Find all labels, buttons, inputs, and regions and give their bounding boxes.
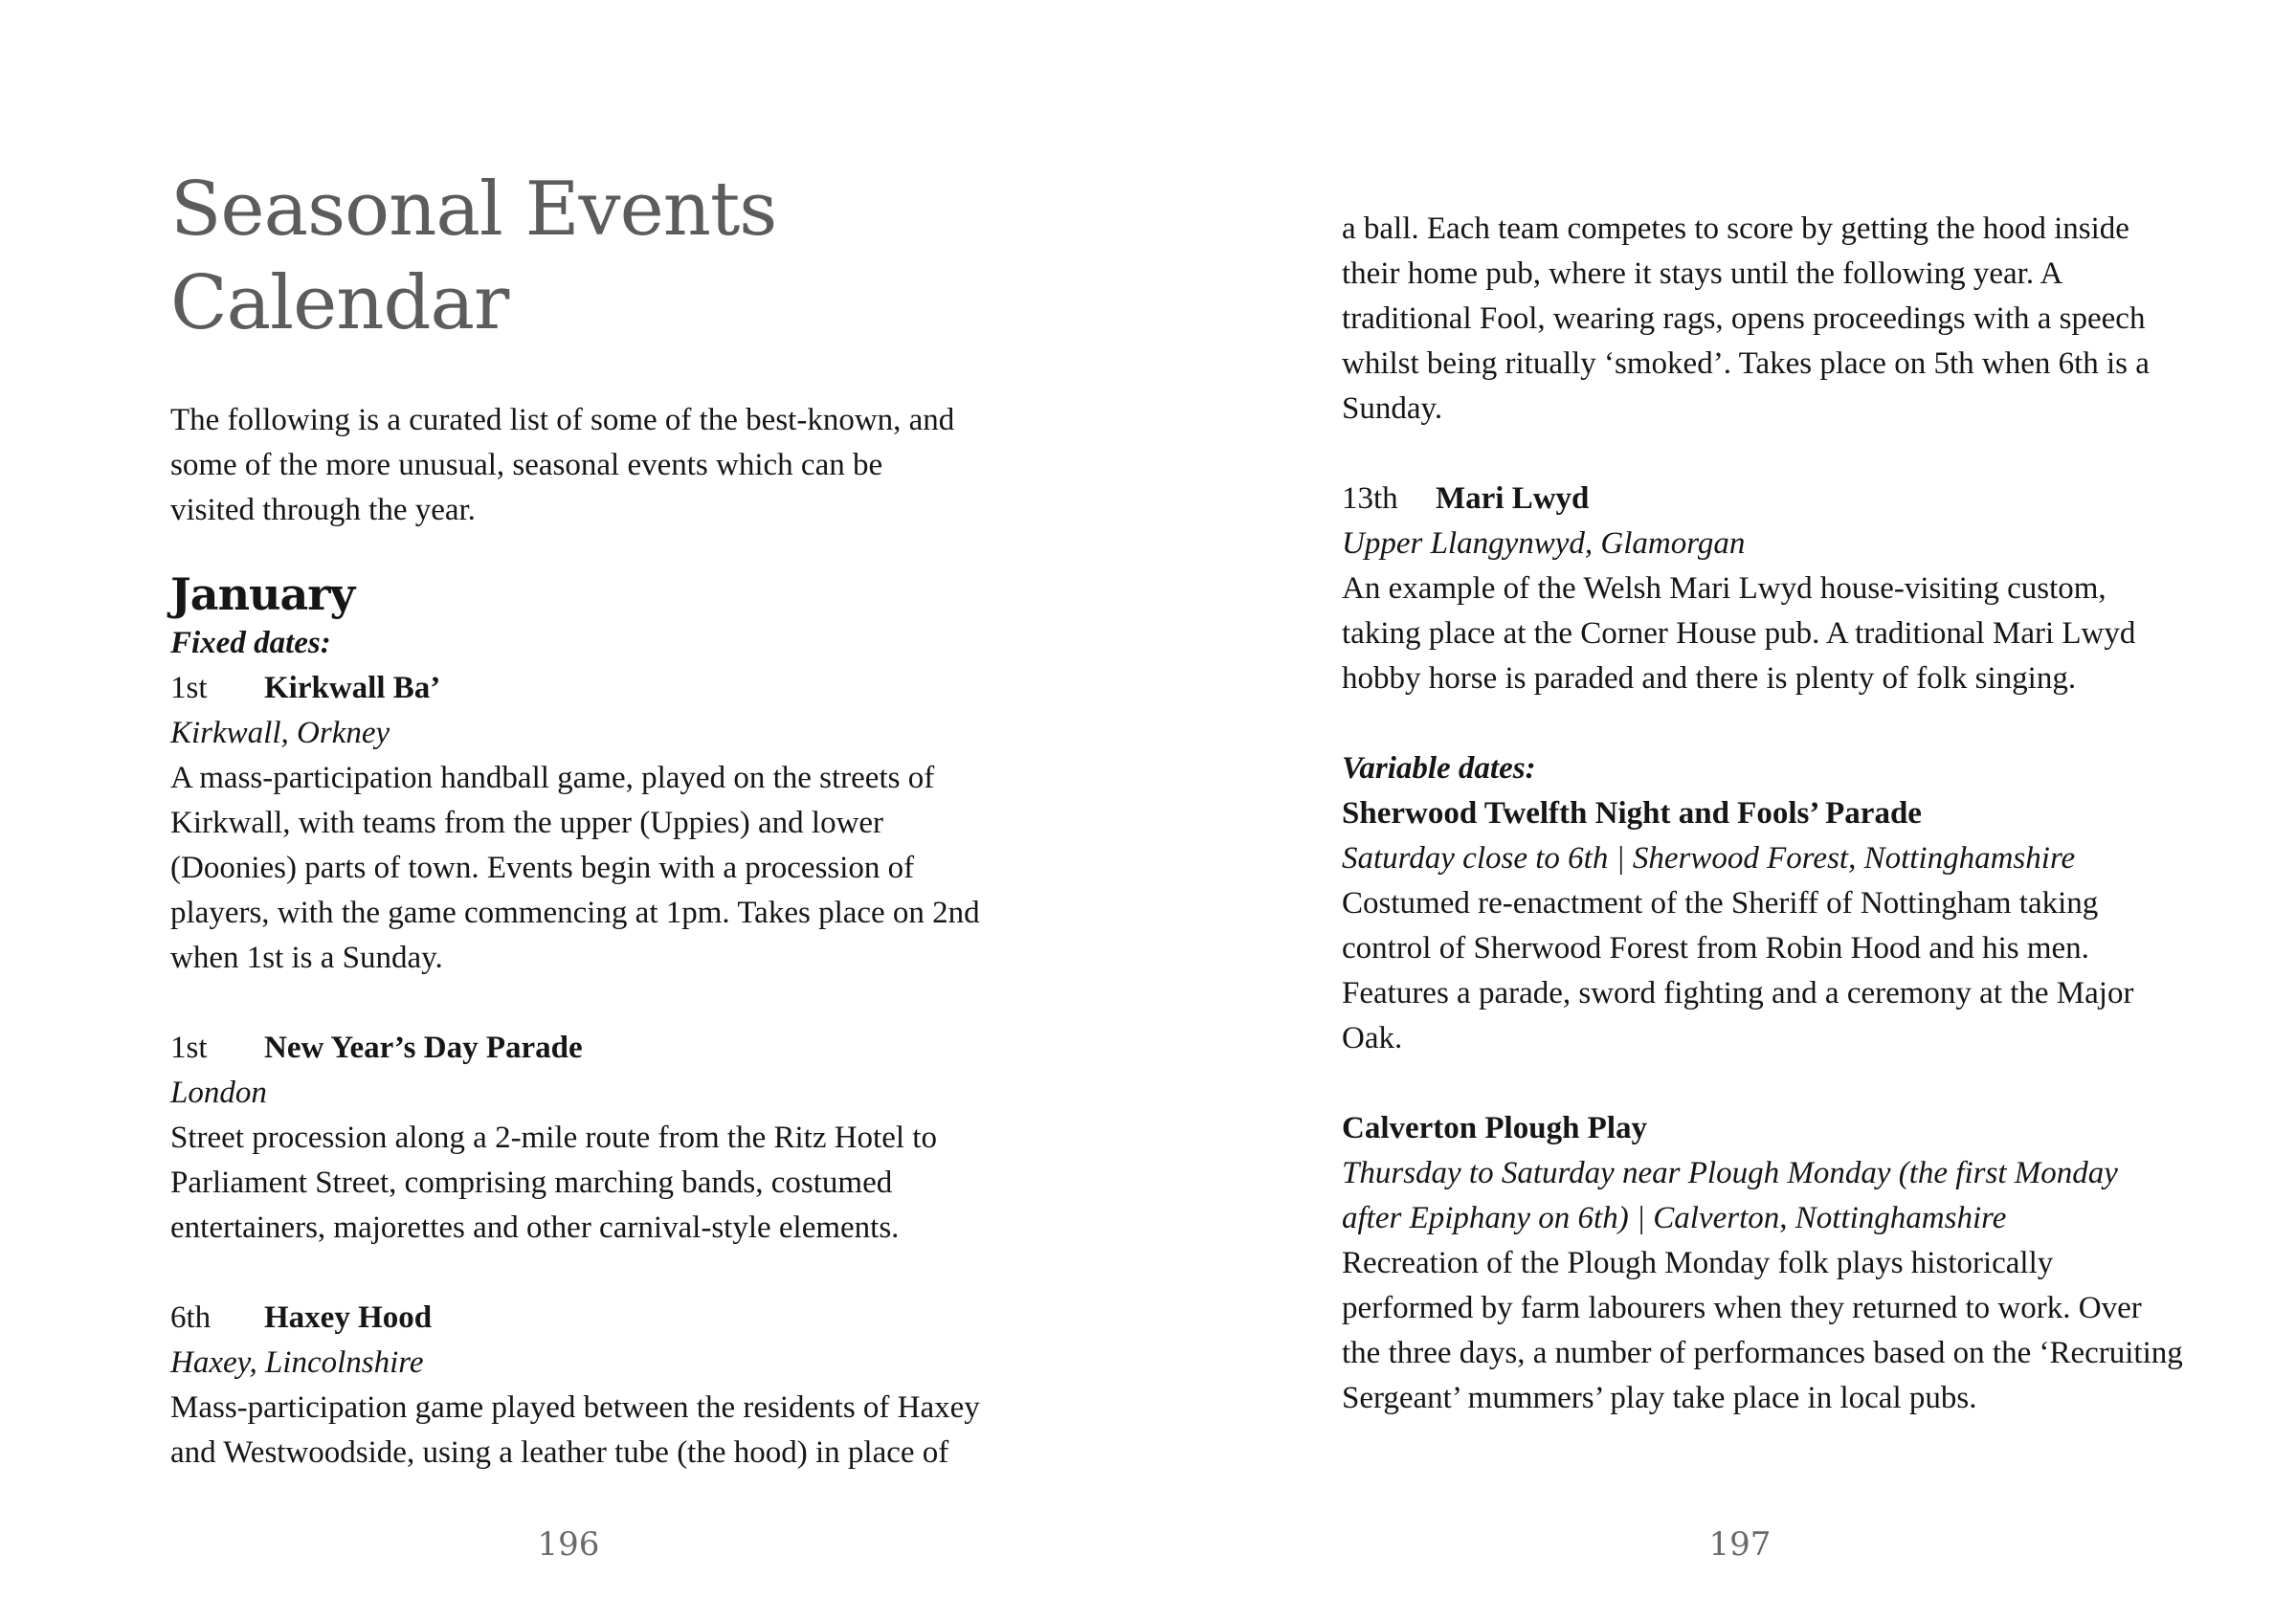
event-location: Haxey, Lincolnshire (170, 1345, 424, 1380)
fixed-dates-label: Fixed dates: (170, 626, 331, 660)
event-name: Kirkwall Ba’ (264, 671, 441, 705)
event-location: Saturday close to 6th | Sherwood Forest, Nottinghamshire (1342, 841, 2076, 876)
event-name: Mari Lwyd (1436, 481, 1590, 516)
event-entry (170, 1026, 993, 1251)
event-location: London (170, 1076, 267, 1110)
month-heading: January (170, 568, 355, 620)
continued-text (1342, 207, 2184, 432)
event-description: Street procession along a 2-mile route from the Ritz Hotel to Parliament Street, comprising marching bands, costumed entertainers, majorettes and other carnival-style elements. (170, 1121, 937, 1245)
event-heading (1342, 791, 2184, 836)
event-date: 13th (1342, 481, 1398, 516)
event-date: 1st (170, 1031, 208, 1065)
title-line-2: Calendar (170, 260, 509, 346)
event-date: 6th (170, 1300, 212, 1335)
event-description: A mass-participation handball game, played on the streets of Kirkwall, with teams from the upper (Uppies) and lower (Doonies) parts of town. Events begin with a procession of players, with the game commencing at 1pm. Takes place on 2nd when 1st is a Sunday. (170, 761, 980, 975)
event-entry (170, 1296, 993, 1476)
event-location: Upper Llangynwyd, Glamorgan (1342, 526, 1746, 561)
event-entry (1342, 477, 2184, 701)
event-name: New Year’s Day Parade (264, 1031, 583, 1065)
event-name: Calverton Plough Play (1342, 1111, 1647, 1145)
event-description: Recreation of the Plough Monday folk plays historically performed by farm labourers when they returned to work. Over the three days, a number of performances based on the ‘Recruiting Sergeant’ mummers’ play take place in local pubs. (1342, 1246, 2183, 1415)
page-number: 196 (537, 1525, 600, 1564)
event-name: Sherwood Twelfth Night and Fools’ Parade (1342, 796, 1922, 831)
event-name: Haxey Hood (264, 1300, 433, 1335)
event-heading (1342, 1106, 2184, 1151)
event-entry (170, 666, 993, 981)
event-location: Kirkwall, Orkney (170, 716, 390, 750)
variable-dates-label: Variable dates: (1342, 751, 1536, 786)
continued-description: a ball. Each team competes to score by getting the hood inside their home pub, where it stays until the following year. A traditional Fool, wearing rags, opens proceedings with a speech whilst being ritually ‘smoked’. Takes place on 5th when 6th is a Sunday. (1342, 211, 2150, 426)
event-description: Costumed re-enactment of the Sheriff of Nottingham taking control of Sherwood Forest from Robin Hood and his men. Features a parade, sword fighting and a ceremony at the Major Oak. (1342, 886, 2134, 1055)
event-heading (170, 1026, 993, 1071)
event-description: Mass-participation game played between the residents of Haxey and Westwoodside, using a leather tube (the hood) in place of (170, 1390, 980, 1470)
event-description: An example of the Welsh Mari Lwyd house-visiting custom, taking place at the Corner House pub. A traditional Mari Lwyd hobby horse is paraded and there is plenty of folk singing. (1342, 571, 2136, 696)
page-number: 197 (1708, 1525, 1772, 1564)
event-heading (170, 1296, 993, 1341)
event-entry (1342, 791, 2184, 1061)
event-heading (1342, 477, 2184, 522)
left-column (170, 163, 993, 1521)
intro-paragraph: The following is a curated list of some of the best-known, and some of the more unusual, seasonal events which can be visited through the year. (170, 403, 955, 527)
event-entry (1342, 1106, 2184, 1421)
page-title (170, 163, 993, 350)
right-column (1342, 207, 2184, 1466)
title-line-1: Seasonal Events (170, 167, 777, 253)
event-heading (170, 666, 993, 711)
event-date: 1st (170, 671, 208, 705)
event-location: Thursday to Saturday near Plough Monday (the first Monday after Epiphany on 6th) | Calverton, Nottinghamshire (1342, 1156, 2118, 1235)
